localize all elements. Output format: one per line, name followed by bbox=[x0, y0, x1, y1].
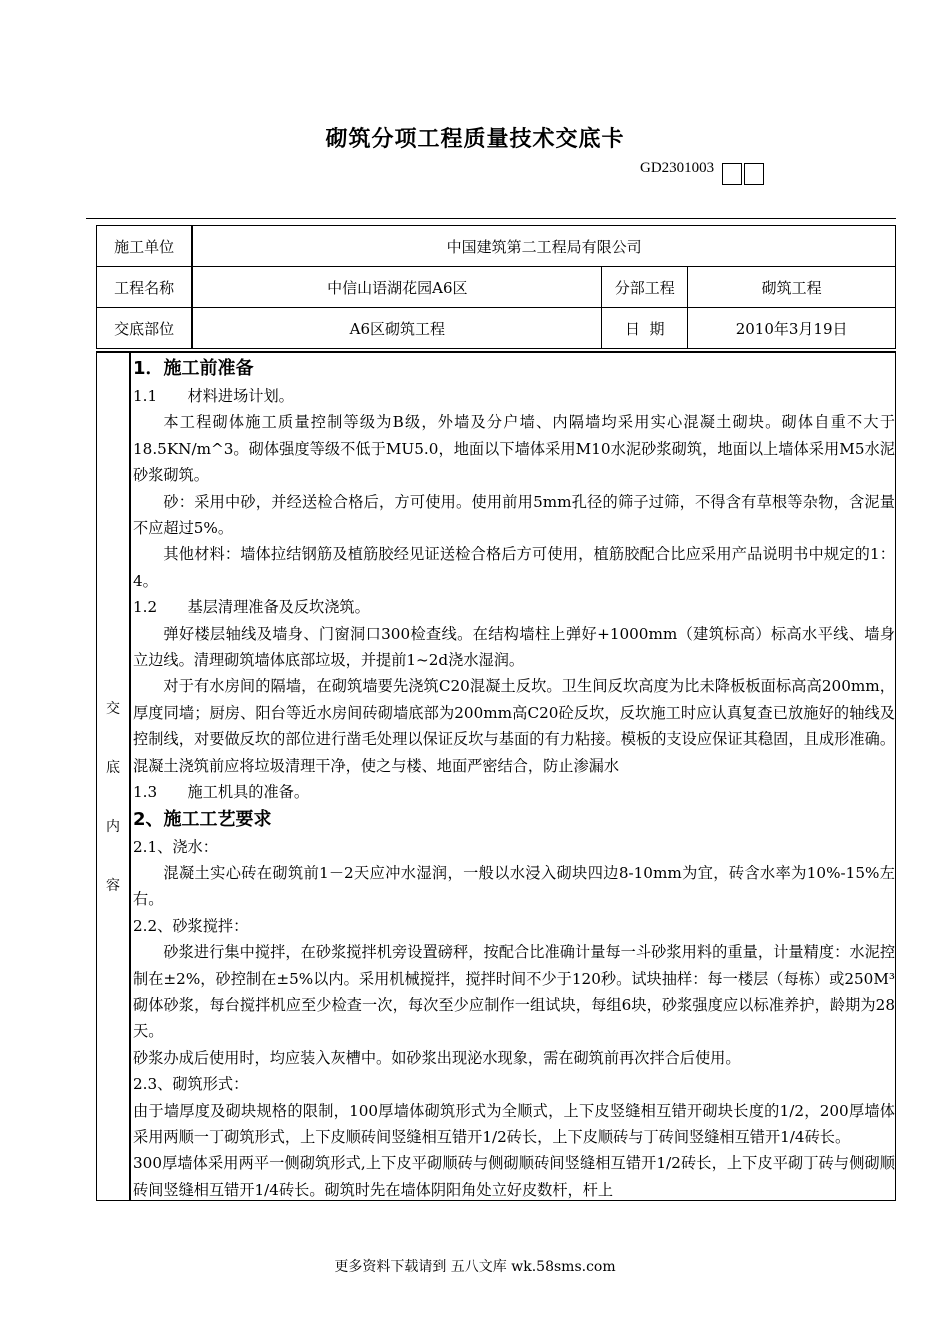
top-rule bbox=[86, 218, 896, 219]
paragraph: 砂浆进行集中搅拌，在砂浆搅拌机旁设置磅秤，按配合比准确计量每一斗砂浆用料的重量，计量精度：水泥控制在±2%，砂控制在±5%以内。采用机械搅拌，搅拌时间不少于120秒。试块抽样：每一楼层（每栋）或250M³砌体砂浆，每台搅拌机应至少检查一次，每次至少应制作一组试块，每组6块，砂浆强度应以标准养护，龄期为28天。 bbox=[133, 943, 895, 1041]
date-label: 日 期 bbox=[602, 308, 688, 349]
section-heading: 1．施工前准备 bbox=[133, 358, 254, 379]
document-title: 砌筑分项工程质量技术交底卡 bbox=[325, 126, 625, 152]
code-box bbox=[722, 163, 742, 185]
date-value: 2010年3月19日 bbox=[688, 308, 896, 349]
paragraph: 弹好楼层轴线及墙身、门窗洞口300检查线。在结构墙柱上弹好+1000mm（建筑标高）标高水平线、墙身立边线。清理砌筑墙体底部垃圾，并提前1~2d浇水湿润。 bbox=[133, 624, 895, 670]
table-row bbox=[97, 308, 896, 349]
paragraph: 2.2、砂浆搅拌： bbox=[133, 916, 249, 935]
side-char: 交 bbox=[106, 701, 120, 717]
section-heading: 2、施工工艺要求 bbox=[133, 808, 272, 830]
paragraph: 300厚墙体采用两平一侧砌筑形式,上下皮平砌顺砖与侧砌顺砖间竖缝相互错开1/2砖长，上下皮平砌丁砖与侧砌顺砖间竖缝相互错开1/4砖长。砌筑时先在墙体阴阳角处立好皮数杆，杆上 bbox=[133, 1154, 895, 1199]
side-char: 内 bbox=[106, 819, 120, 835]
paragraph: 对于有水房间的隔墙，在砌筑墙要先浇筑C20混凝土反坎。卫生间反坎高度为比未降板板面标高高200mm，厚度同墙；厨房、阳台等近水房间砖砌墙底部为200mm高C20砼反坎，反坎施工时应认真复查已放施好的轴线及控制线，对要做反坎的部位进行凿毛处理以保证反坎与基面的有力粘接。模板的支设应保证其稳固，且成形准确。混凝土浇筑前应将垃圾清理干净，使之与楼、地面严密结合，防止渗漏水 bbox=[133, 677, 895, 775]
unit-value: 中国建筑第二工程局有限公司 bbox=[192, 226, 895, 267]
paragraph: 砂浆办成后使用时，均应装入灰槽中。如砂浆出现泌水现象，需在砌筑前再次拌合后使用。 bbox=[133, 1048, 741, 1067]
side-char: 容 bbox=[106, 878, 120, 894]
document-code: GD2301003 bbox=[640, 160, 715, 176]
sub-project-value: 砌筑工程 bbox=[688, 267, 896, 308]
part-value: A6区砌筑工程 bbox=[192, 308, 601, 349]
paragraph: 由于墙厚度及砌块规格的限制，100厚墙体砌筑形式为全顺式，上下皮竖缝相互错开砌块长度的1/2，200厚墙体采用两顺一丁砌筑形式，上下皮顺砖间竖缝相互错开1/2砖长，上下皮顺砖与丁砖间竖缝相互错开1/4砖长。 bbox=[133, 1101, 895, 1146]
part-label: 交底部位 bbox=[97, 308, 193, 349]
project-value: 中信山语湖花园A6区 bbox=[192, 267, 601, 308]
unit-label: 施工单位 bbox=[97, 226, 193, 267]
footer-text: 更多资料下载请到 五八文库 wk.58sms.com bbox=[334, 1259, 616, 1275]
side-char: 底 bbox=[106, 760, 120, 776]
paragraph: 2.3、砌筑形式： bbox=[133, 1075, 249, 1094]
paragraph: 1.2 基层清理准备及反坎浇筑。 bbox=[133, 598, 370, 617]
content-body bbox=[133, 355, 895, 1203]
code-box bbox=[744, 163, 764, 185]
paragraph: 1.1 材料进场计划。 bbox=[133, 387, 294, 405]
paragraph: 砂：采用中砂，并经送检合格后，方可使用。使用前用5mm孔径的筛子过筛，不得含有草根等杂物，含泥量不应超过5%。 bbox=[133, 492, 895, 538]
paragraph: 本工程砌体施工质量控制等级为B级，外墙及分户墙、内隔墙均采用实心混凝土砌块。砌体自重不大于18.5KN/m^3。砌体强度等级不低于MU5.0，地面以下墙体采用M10水泥砂浆砌筑，地面以上墙体采用M5水泥砂浆砌筑。 bbox=[133, 413, 895, 485]
content-cell bbox=[96, 351, 896, 1201]
paragraph: 2.1、浇水： bbox=[133, 837, 218, 856]
side-label bbox=[97, 353, 131, 1200]
paragraph: 混凝土实心砖在砌筑前1－2天应冲水湿润，一般以水浸入砌块四边8-10mm为宜，砖含水率为10%-15%左右。 bbox=[133, 863, 895, 909]
table-row bbox=[97, 226, 896, 267]
code-boxes bbox=[720, 163, 764, 185]
header-table bbox=[96, 225, 896, 349]
paragraph: 1.3 施工机具的准备。 bbox=[133, 783, 310, 802]
project-label: 工程名称 bbox=[97, 267, 193, 308]
sub-project-label: 分部工程 bbox=[602, 267, 688, 308]
paragraph: 其他材料：墙体拉结钢筋及植筋胶经见证送检合格后方可使用，植筋胶配合比应采用产品说明书中规定的1：4。 bbox=[133, 545, 895, 590]
table-row bbox=[97, 267, 896, 308]
